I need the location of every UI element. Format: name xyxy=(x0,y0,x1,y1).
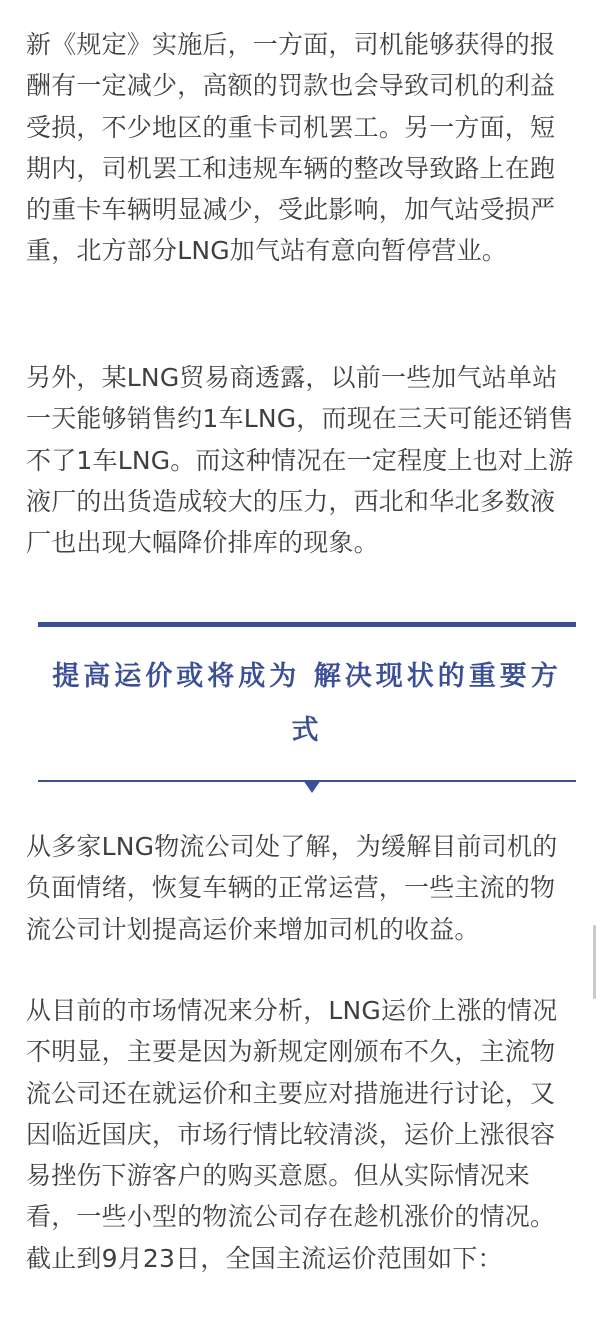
triangle-down-icon xyxy=(303,780,321,793)
section-top-rule xyxy=(38,622,576,627)
scrollbar[interactable] xyxy=(593,925,596,999)
article-paragraph: 从目前的市场情况来分析，LNG运价上涨的情况不明显，主要是因为新规定刚颁布不久，主流物流公司还在就运价和主要应对措施进行讨论，又因临近国庆，市场行情比较清淡，运价上涨很容易挫伤下游客户的购买意愿。但从实际情况来看，一些小型的物流公司存在趁机涨价的情况。截止到9月23日，全国主流运价范围如下： xyxy=(26,996,558,1273)
article-paragraph: 从多家LNG物流公司处了解，为缓解目前司机的负面情绪，恢复车辆的正常运营，一些主流的物流公司计划提高运价来增加司机的收益。 xyxy=(26,832,558,944)
article-paragraph: 新《规定》实施后，一方面，司机能够获得的报酬有一定减少，高额的罚款也会导致司机的利益受损，不少地区的重卡司机罢工。另一方面，短期内，司机罢工和违规车辆的整改导致路上在跑的重卡车辆明显减少，受此影响，加气站受损严重，北方部分LNG加气站有意向暂停营业。 xyxy=(26,30,556,266)
section-header xyxy=(38,622,576,798)
section-title: 提高运价或将成为 解决现状的重要方式 xyxy=(52,661,562,746)
article-paragraph: 另外，某LNG贸易商透露，以前一些加气站单站一天能够销售约1车LNG，而现在三天可能还销售不了1车LNG。而这种情况在一定程度上也对上游液厂的出货造成较大的压力，西北和华北多数液厂也出现大幅降价排库的现象。 xyxy=(26,363,574,558)
